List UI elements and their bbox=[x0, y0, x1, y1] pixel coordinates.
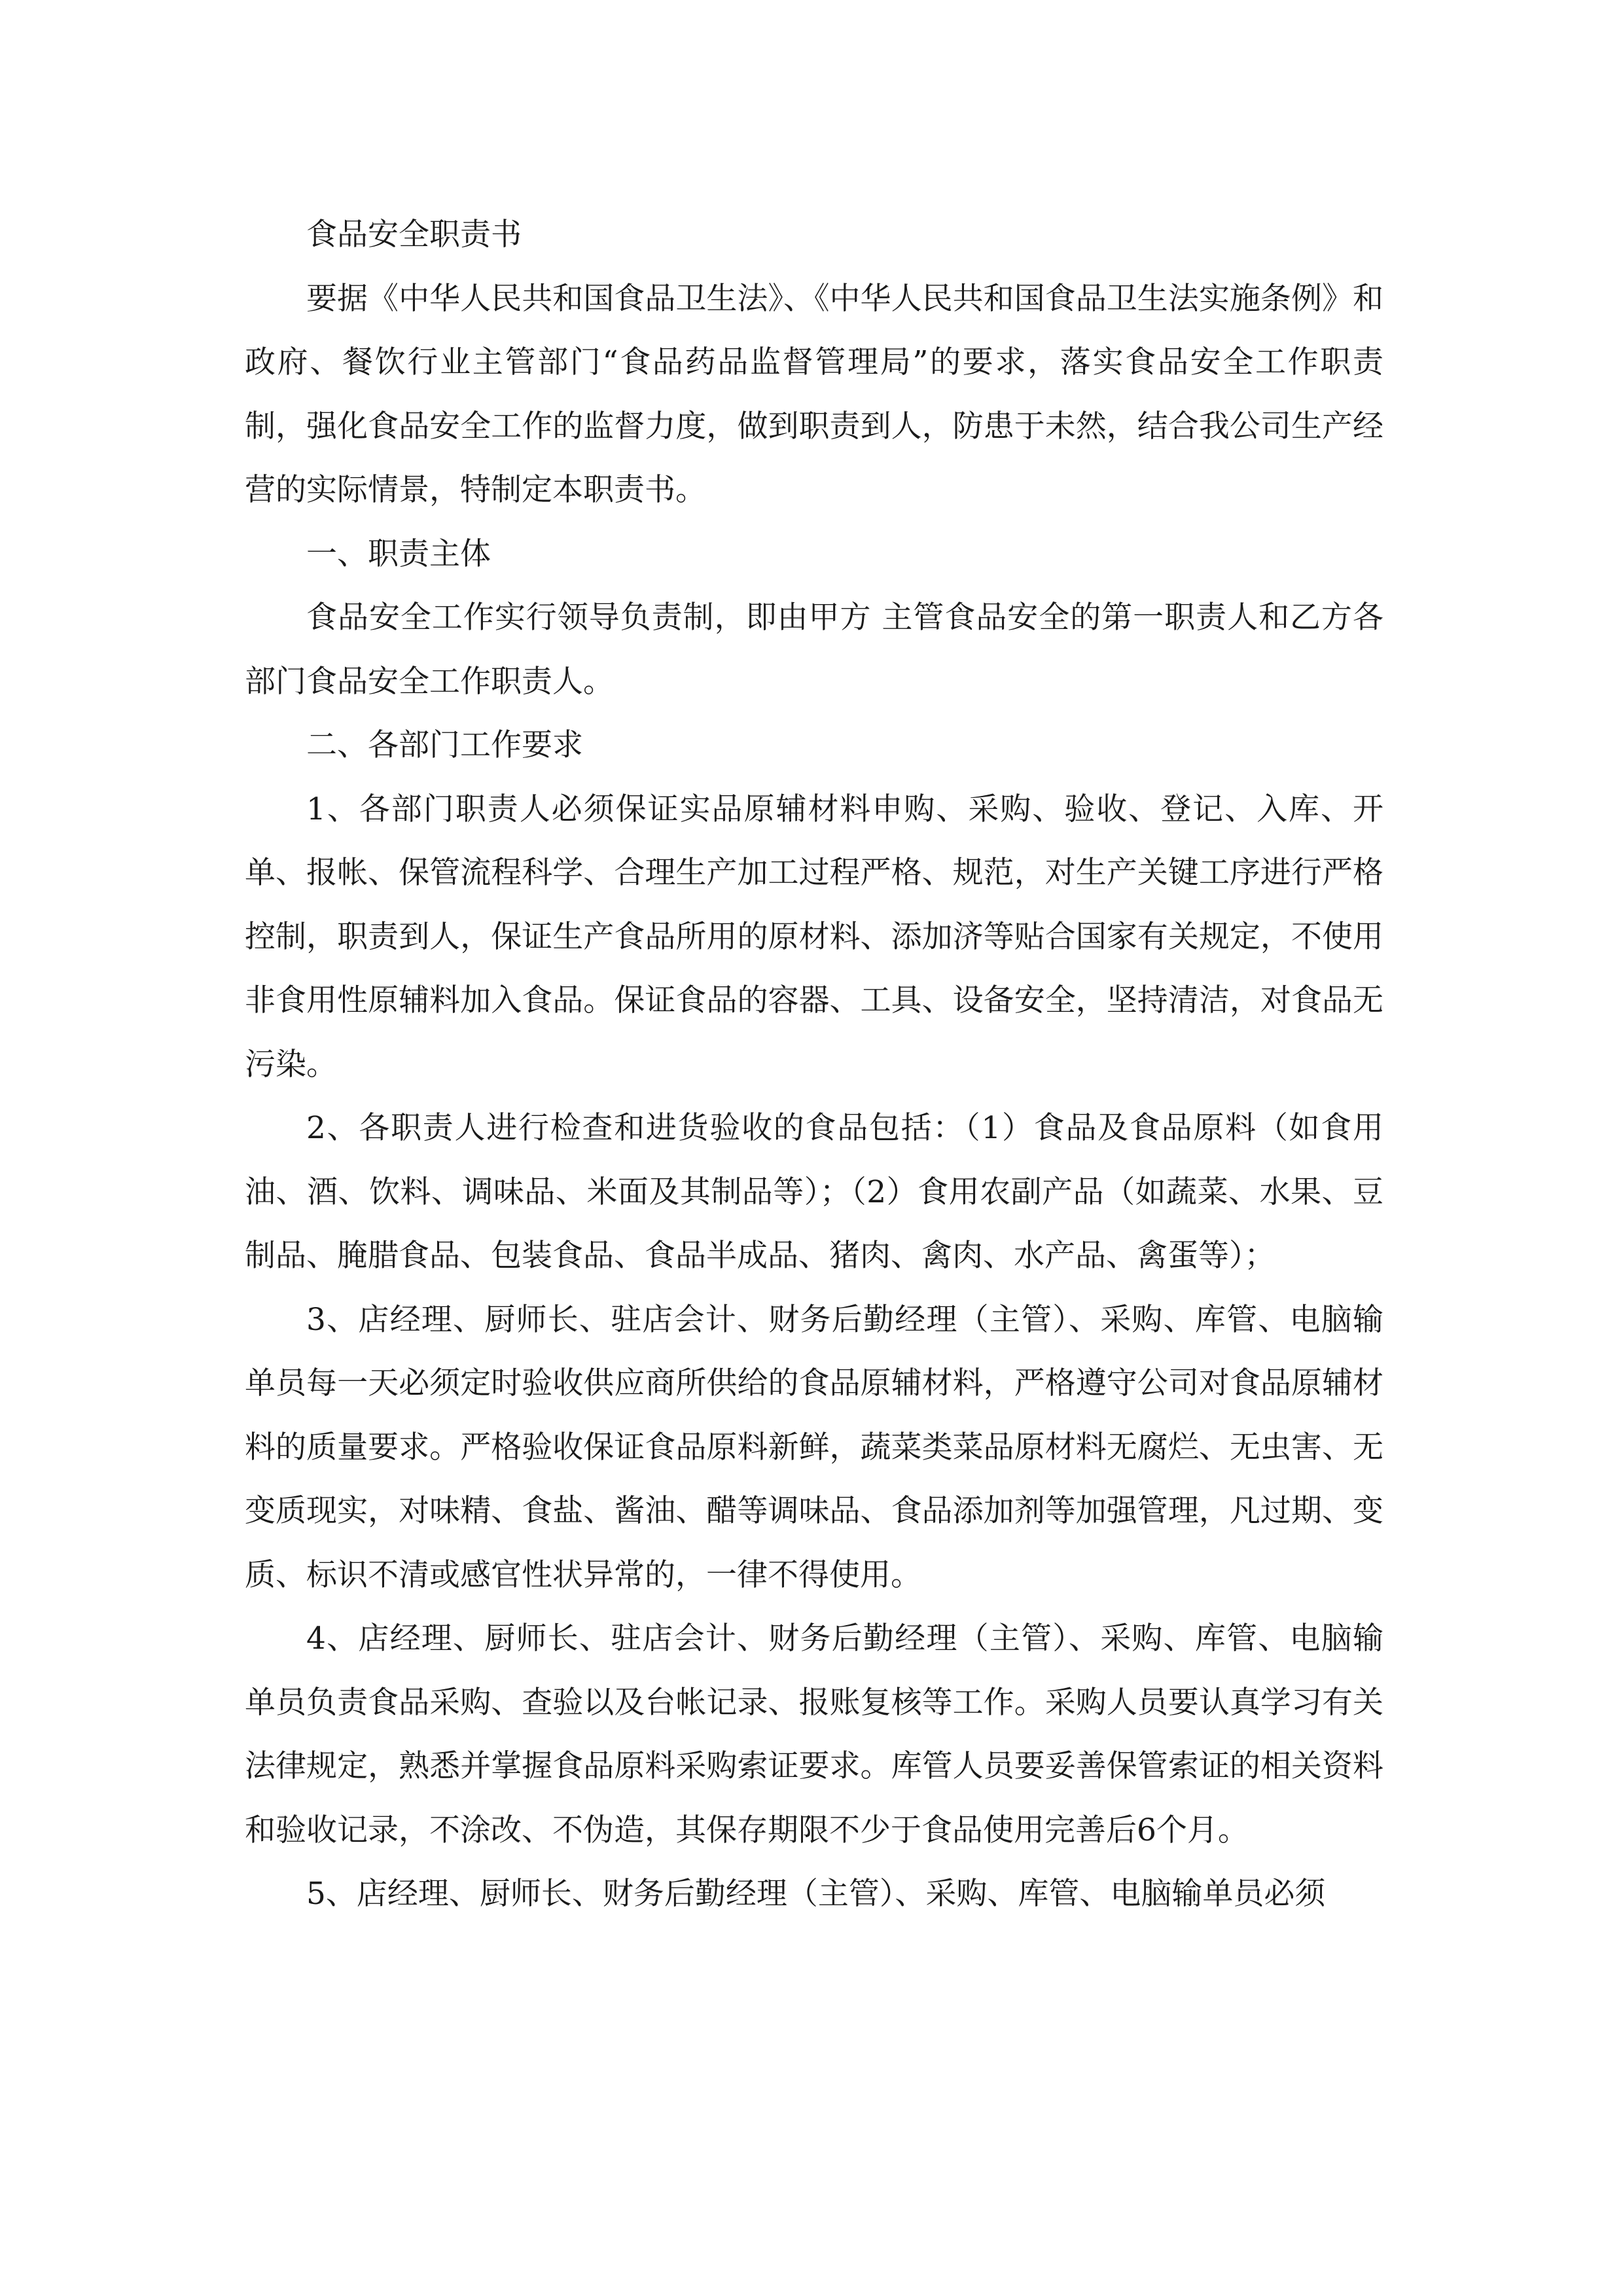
paragraph-item-2: 2、各职责人进行检查和进货验收的食品包括：（1）食品及食品原料（如食用油、酒、饮料、调味品、米面及其制品等）；（2）食用农副产品（如蔬菜、水果、豆制品、腌腊食品、包装食品、食品半成品、猪肉、禽肉、水产品、禽蛋等）； bbox=[245, 1110, 1383, 1274]
section-heading-1: 一、职责主体 bbox=[306, 535, 491, 572]
paragraph-intro: 要据《中华人民共和国食品卫生法》、《中华人民共和国食品卫生法实施条例》和政府、餐饮行业主管部门“食品药品监督管理局”的要求，落实食品安全工作职责制，强化食品安全工作的监督力度，做到职责到人，防患于未然，结合我公司生产经营的实际情景，特制定本职责书。 bbox=[245, 280, 1383, 508]
section-heading-2: 二、各部门工作要求 bbox=[306, 727, 583, 763]
paragraph-item-5: 5、店经理、厨师长、财务后勤经理（主管）、采购、库管、电脑输单员必须 bbox=[306, 1876, 1326, 1912]
paragraph-item-4: 4、店经理、厨师长、驻店会计、财务后勤经理（主管）、采购、库管、电脑输单员负责食品采购、查验以及台帐记录、报账复核等工作。采购人员要认真学习有关法律规定，熟悉并掌握食品原料采购索证要求。库管人员要妥善保管索证的相关资料和验收记录，不涂改、不伪造，其保存期限不少于食品使用完善后6个月。 bbox=[245, 1621, 1383, 1848]
paragraph-responsibility-subject: 食品安全工作实行领导负责制，即由甲方 主管食品安全的第一职责人和乙方各部门食品安全工作职责人。 bbox=[245, 600, 1383, 700]
document-title: 食品安全职责书 bbox=[306, 217, 522, 253]
document-body bbox=[245, 203, 1383, 1926]
paragraph-item-3: 3、店经理、厨师长、驻店会计、财务后勤经理（主管）、采购、库管、电脑输单员每一天必须定时验收供应商所供给的食品原辅材料，严格遵守公司对食品原辅材料的质量要求。严格验收保证食品原料新鲜，蔬菜类菜品原材料无腐烂、无虫害、无变质现实，对味精、食盐、酱油、醋等调味品、食品添加剂等加强管理，凡过期、变质、标识不清或感官性状异常的，一律不得使用。 bbox=[245, 1301, 1383, 1593]
paragraph-item-1: 1、各部门职责人必须保证实品原辅材料申购、采购、验收、登记、入库、开单、报帐、保管流程科学、合理生产加工过程严格、规范，对生产关键工序进行严格控制，职责到人，保证生产食品所用的原材料、添加济等贴合国家有关规定，不使用非食用性原辅料加入食品。保证食品的容器、工具、设备安全，坚持清洁，对食品无污染。 bbox=[245, 791, 1383, 1083]
